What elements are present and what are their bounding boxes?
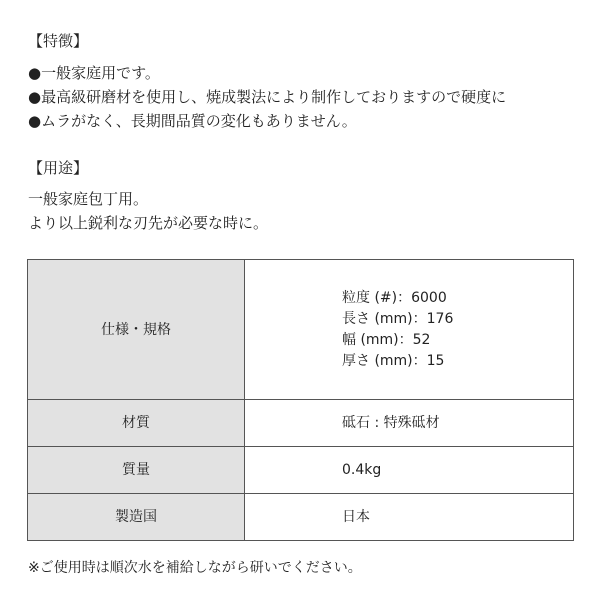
- spec-width: 幅 (mm)：52: [342, 331, 431, 348]
- weight-label: 質量: [28, 447, 245, 494]
- features-heading: 【特徴】: [28, 32, 89, 50]
- spec-table: [27, 259, 574, 541]
- table-row: [28, 494, 574, 541]
- spec-grit: 粒度 (#)：6000: [342, 289, 447, 306]
- material-value: 砥石 : 特殊砥材: [245, 400, 574, 447]
- material-label: 材質: [28, 400, 245, 447]
- table-row: [28, 260, 574, 400]
- feature-line-1: ●一般家庭用です。: [28, 64, 160, 82]
- feature-line-2: ●最高級研磨材を使用し、焼成製法により制作しておりますので硬度に: [28, 88, 507, 106]
- origin-value: 日本: [245, 494, 574, 541]
- feature-line-3: ●ムラがなく、長期間品質の変化もありません。: [28, 112, 357, 130]
- spec-thickness: 厚さ (mm)：15: [342, 352, 445, 369]
- usage-line-1: 一般家庭包丁用。: [28, 190, 149, 208]
- spec-length: 長さ (mm)：176: [342, 310, 454, 327]
- spec-value-cell: [245, 260, 574, 400]
- table-row: [28, 447, 574, 494]
- usage-heading: 【用途】: [28, 159, 89, 177]
- spec-label: 仕様・規格: [28, 260, 245, 400]
- table-row: [28, 400, 574, 447]
- usage-line-2: より以上鋭利な刃先が必要な時に。: [28, 214, 269, 232]
- weight-value: 0.4kg: [245, 447, 574, 494]
- usage-note: ※ご使用時は順次水を補給しながら研いでください。: [28, 560, 362, 576]
- origin-label: 製造国: [28, 494, 245, 541]
